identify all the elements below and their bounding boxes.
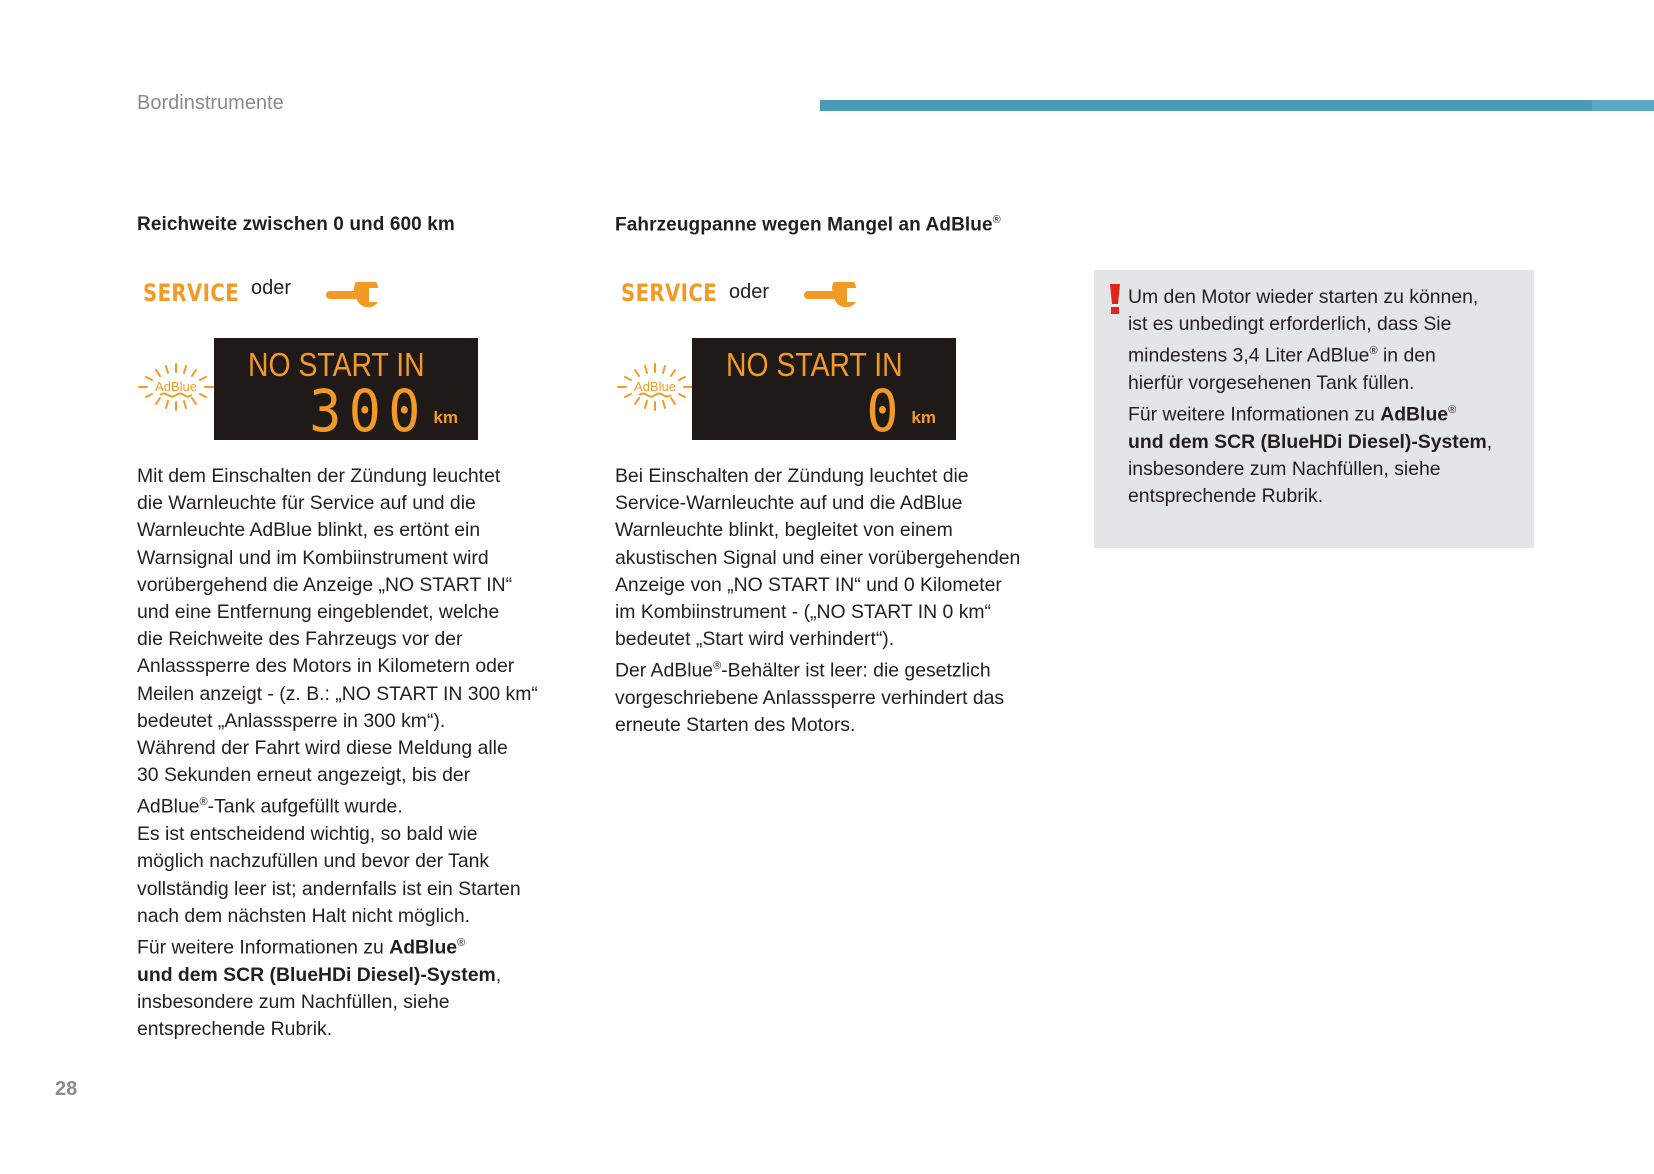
note-fragment: in den [1377,344,1436,367]
note-line: hierfür vorgesehenen Tank füllen. [1128,372,1415,395]
body-line: die Warnleuchte für Service auf und die [137,492,476,515]
body-fragment: , [495,963,502,986]
instrument-display [214,338,478,445]
note-line [1128,397,1492,429]
body-line [137,962,538,989]
exclamation-warning-icon [1108,284,1122,314]
header-accent-bar-tip [1592,100,1654,111]
body-line: Anzeige von „NO START IN“ und 0 Kilometer [615,573,1002,596]
left-body [137,463,538,1043]
body-fragment: -Tank aufgefüllt wurde. [207,795,403,818]
body-line: vorgeschriebene Anlasssperre verhindert das [615,687,1005,710]
note-line: Um den Motor wieder starten zu können, [1128,286,1479,308]
body-line: Bei Einschalten der Zündung leuchtet die [615,465,969,487]
note-bold: AdBlue [1380,403,1449,426]
body-line: Anlasssperre des Motors in Kilometern oder [137,655,515,678]
service-warning-icon: SERVICE [143,279,240,307]
body-line: 30 Sekunden erneut angezeigt, bis der [137,764,471,787]
body-line: Service-Warnleuchte auf und die AdBlue [615,492,963,515]
body-line [137,930,538,962]
note-fragment: mindestens 3,4 Liter AdBlue [1128,344,1370,367]
note-text [1128,284,1492,511]
display-unit: km [433,408,458,427]
middle-body [615,463,1020,740]
body-line: bedeutet „Start wird verhindert“). [615,628,895,651]
middle-heading-text: Fahrzeugpanne wegen Mangel an AdBlue [615,214,993,236]
body-line: Während der Fahrt wird diese Meldung alle [137,737,508,760]
display-unit: km [911,408,936,427]
middle-heading [615,214,1001,236]
or-label: oder [729,281,770,303]
body-line: Warnleuchte blinkt, begleitet von einem [615,519,953,542]
registered-mark: ® [457,936,466,949]
body-line: vorübergehend die Anzeige „NO START IN“ [137,573,513,596]
body-line: und eine Entfernung eingeblendet, welche [137,601,500,624]
body-line: die Reichweite des Fahrzeugs vor der [137,628,463,651]
registered-mark: ® [1369,345,1378,358]
body-fragment: Für weitere Informationen zu [137,936,390,959]
adblue-icon-label: AdBlue [634,379,676,394]
body-line [137,789,538,821]
adblue-icon-label: AdBlue [155,379,197,394]
body-line: insbesondere zum Nachfüllen, siehe [137,990,450,1013]
body-line: Warnsignal und im Kombiinstrument wird [137,546,489,569]
body-line: Meilen anzeigt - (z. B.: „NO START IN 300 km“ [137,682,538,705]
or-label: oder [251,277,292,299]
adblue-warning-icon [617,362,693,414]
body-line: Warnleuchte AdBlue blinkt, es ertönt ein [137,519,481,542]
service-warning-icon: SERVICE [621,279,718,307]
note-fragment: , [1486,430,1493,453]
note-line [1128,429,1492,456]
note-fragment: Für weitere Informationen zu [1128,403,1381,426]
body-line [615,653,1020,685]
body-line: erneute Starten des Motors. [615,714,856,737]
body-fragment: AdBlue [137,795,200,818]
warning-note-box [1094,270,1534,548]
left-heading-text: Reichweite zwischen 0 und 600 km [137,214,455,235]
header-accent-bar [820,100,1654,111]
instrument-display [692,338,956,445]
registered-mark: ® [199,796,208,809]
registered-mark: ® [713,660,722,673]
registered-mark: ® [992,214,1001,226]
adblue-warning-icon [138,362,214,414]
wrench-icon [326,282,380,308]
wrench-icon [804,282,858,308]
note-line [1128,338,1492,370]
section-title: Bordinstrumente [137,92,284,114]
note-bold: und dem SCR (BlueHDi Diesel)-System [1128,430,1487,453]
body-line: Mit dem Einschalten der Zündung leuchtet [137,465,501,487]
body-bold: und dem SCR (BlueHDi Diesel)-System [137,963,496,986]
note-line: entsprechende Rubrik. [1128,485,1324,508]
body-line: möglich nachzufüllen und bevor der Tank [137,850,490,873]
display-value: 0 [866,377,906,445]
body-line: vollständig leer ist; andernfalls ist ein Starten [137,877,521,900]
body-line: bedeutet „Anlasssperre in 300 km“). [137,709,446,732]
body-fragment: Der AdBlue [615,659,714,682]
body-line: Es ist entscheidend wichtig, so bald wie [137,823,478,846]
display-value: 300 [309,377,428,445]
left-heading [137,214,455,236]
display-message: NO START IN [248,346,425,383]
body-bold: AdBlue [389,936,458,959]
body-fragment: -Behälter ist leer: die gesetzlich [721,659,991,682]
note-line: ist es unbedingt erforderlich, dass Sie [1128,313,1452,336]
body-line: nach dem nächsten Halt nicht möglich. [137,904,471,927]
registered-mark: ® [1448,404,1457,417]
body-line: im Kombiinstrument - („NO START IN 0 km“ [615,601,992,624]
display-message: NO START IN [726,346,903,383]
body-line: akustischen Signal und einer vorübergehenden [615,546,1021,569]
page-number: 28 [55,1078,78,1100]
note-line: insbesondere zum Nachfüllen, siehe [1128,458,1441,481]
body-line: entsprechende Rubrik. [137,1018,333,1040]
